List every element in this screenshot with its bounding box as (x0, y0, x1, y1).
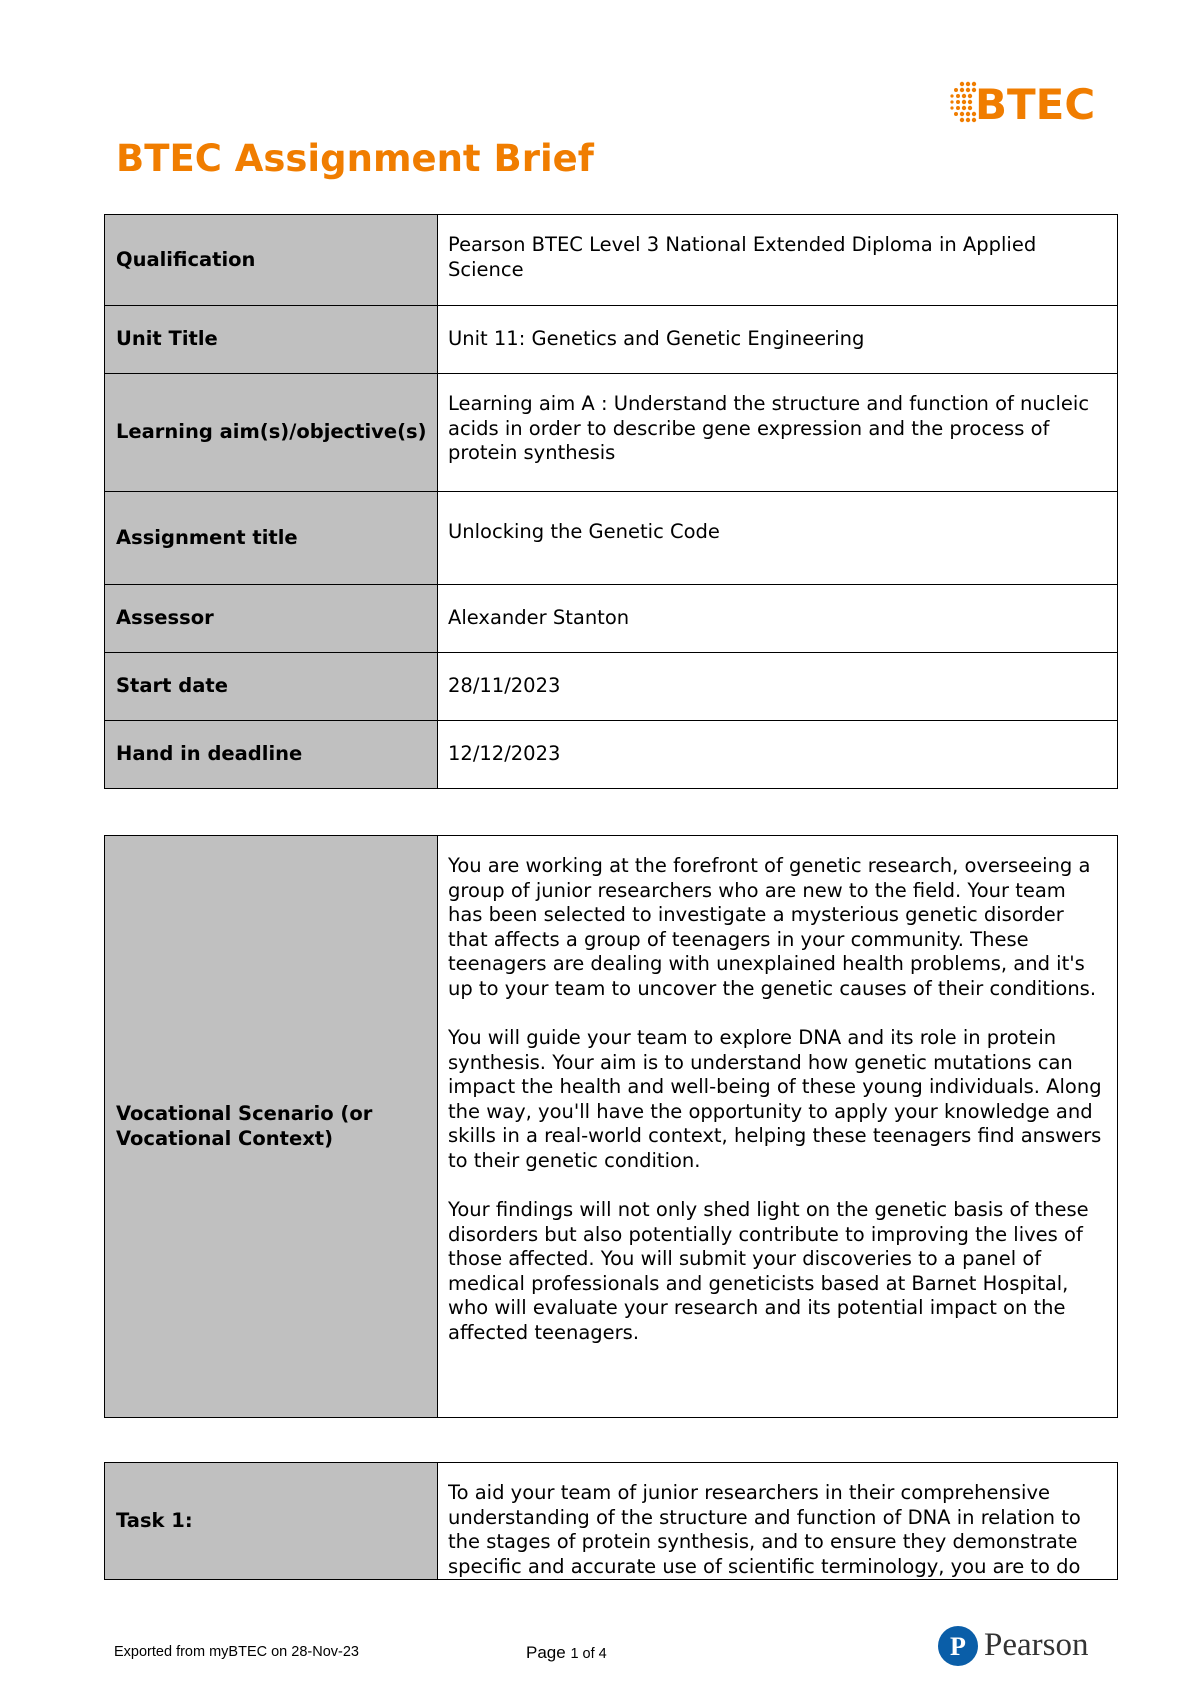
label-unit-title: Unit Title (105, 306, 438, 374)
value-hand-in-deadline: 12/12/2023 (438, 721, 1118, 789)
scenario-paragraph-3: Your findings will not only shed light on the genetic basis of these disorders but also potentially contribute to improving the lives of those affected. You will submit your discoveries to a panel of medical professionals and geneticists based at Barnet Hospital, who will evaluate your research and its potential impact on the affected teenagers. (448, 1198, 1089, 1344)
row-hand-in-deadline (105, 721, 1118, 789)
row-qualification (105, 215, 1118, 306)
value-qualification-text: Pearson BTEC Level 3 National Extended Diploma in Applied Science (448, 233, 1037, 281)
label-qualification: Qualification (105, 215, 438, 306)
row-scenario (105, 836, 1118, 1418)
page-title: BTEC Assignment Brief (116, 137, 594, 180)
value-learning-aim-text: Learning aim A : Understand the structure and function of nucleic acids in order to describe gene expression and the process of protein synthesis (448, 392, 1090, 464)
row-assignment-title (105, 492, 1118, 585)
scenario-paragraph-2: You will guide your team to explore DNA and its role in protein synthesis. Your aim is to understand how genetic mutations can impact the health and well-being of these young individuals. Along the way, you'll have the opportunity to apply your knowledge and skills in a real-world context, helping these teenagers find answers to their genetic condition. (448, 1026, 1102, 1172)
label-learning-aim: Learning aim(s)/objective(s) (105, 374, 438, 492)
row-task-1 (105, 1463, 1118, 1580)
row-start-date (105, 653, 1118, 721)
label-task-1: Task 1: (105, 1463, 438, 1580)
label-assignment-title: Assignment title (105, 492, 438, 585)
label-assessor: Assessor (105, 585, 438, 653)
vocational-scenario-table (104, 835, 1118, 1418)
assignment-details-table (104, 214, 1118, 789)
value-qualification (438, 215, 1118, 306)
value-start-date: 28/11/2023 (438, 653, 1118, 721)
page-count: 1 of 4 (570, 1646, 607, 1662)
task-table (104, 1462, 1118, 1580)
row-assessor (105, 585, 1118, 653)
label-start-date: Start date (105, 653, 438, 721)
task-1-text: To aid your team of junior researchers in their comprehensive understanding of the structure and function of DNA in relation to the stages of protein synthesis, and to ensure they demonstrate specific and accurate use of scientific terminology, you are to do (448, 1481, 1081, 1578)
label-hand-in-deadline: Hand in deadline (105, 721, 438, 789)
pearson-logo-letter: P (950, 1632, 966, 1661)
pearson-wordmark: Pearson (984, 1627, 1089, 1663)
label-scenario: Vocational Scenario (or Vocational Context) (105, 836, 438, 1418)
footer-page-number (526, 1643, 607, 1663)
value-assignment-title-text: Unlocking the Genetic Code (448, 520, 720, 543)
value-assignment-title (438, 492, 1118, 585)
row-unit-title (105, 306, 1118, 374)
pearson-logo-icon (937, 1625, 979, 1667)
value-unit-title: Unit 11: Genetics and Genetic Engineering (438, 306, 1118, 374)
row-learning-aim (105, 374, 1118, 492)
page-word: Page (526, 1643, 566, 1662)
scenario-paragraph-1: You are working at the forefront of genetic research, overseeing a group of junior researchers who are new to the field. Your team has been selected to investigate a mysterious genetic disorder that affects a group of teenagers in your community. These teenagers are dealing with unexplained health problems, and it's up to your team to uncover the genetic causes of their conditions. (448, 854, 1097, 1000)
btec-logo-text: BTEC (975, 80, 1096, 129)
value-task-1 (438, 1463, 1118, 1580)
value-assessor: Alexander Stanton (438, 585, 1118, 653)
value-learning-aim (438, 374, 1118, 492)
footer-export-note: Exported from myBTEC on 28-Nov-23 (114, 1644, 359, 1660)
value-scenario (438, 836, 1118, 1418)
